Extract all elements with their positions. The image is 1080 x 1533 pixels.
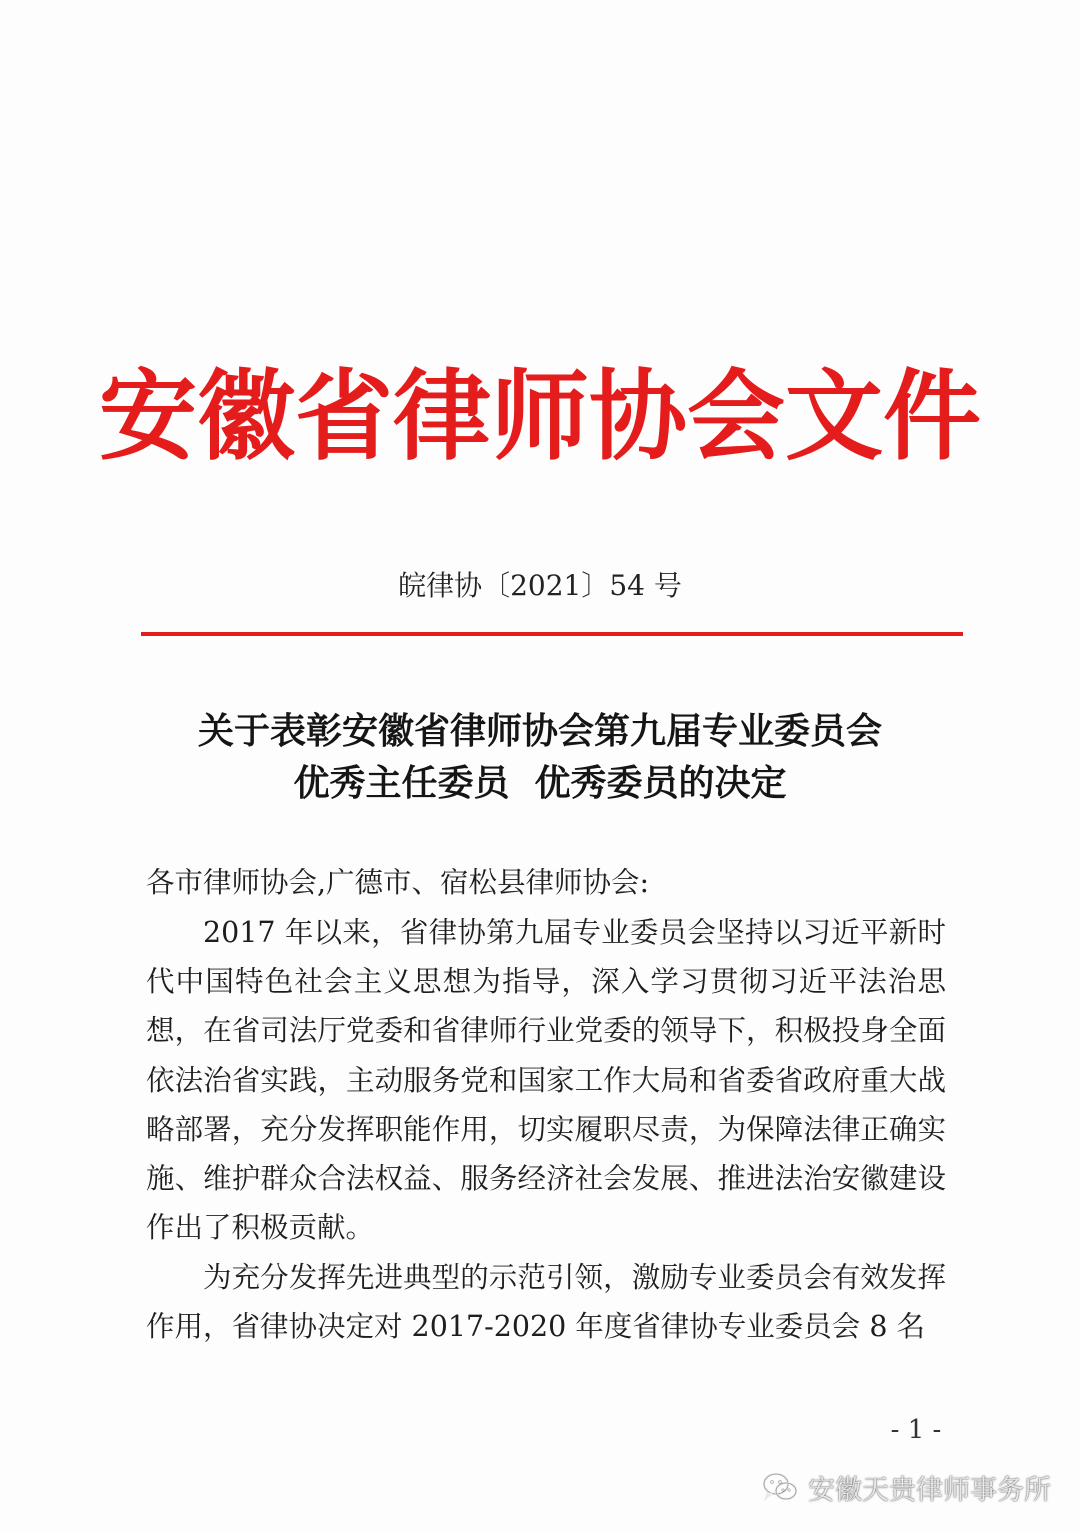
red-divider-line	[141, 632, 963, 636]
source-watermark	[760, 1465, 1051, 1509]
document-number: 皖律协〔2021〕54 号	[398, 569, 682, 602]
salutation: 各市律师协会,广德市、宿松县律师协会:	[146, 866, 650, 899]
masthead-title: 安徽省律师协会文件	[98, 360, 981, 474]
wechat-icon	[760, 1467, 800, 1507]
body-paragraph-1: 2017 年以来，省律协第九届专业委员会坚持以习近平新时代中国特色社会主义思想为指导，深入学习贯彻习近平法治思想，在省司法厅党委和省律师行业党委的领导下，积极投身全面依法治省实践，主动服务党和国家工作大局和省委省政府重大战略部署，充分发挥职能作用，切实履职尽责，为保障法律正确实施、维护群众合法权益、服务经济社会发展、推进法治安徽建设作出了积极贡献。	[146, 916, 946, 1245]
page-number: - 1 -	[890, 1415, 942, 1445]
watermark-text: 安徽天贵律师事务所	[808, 1474, 1051, 1506]
body-paragraph-2: 为充分发挥先进典型的示范引领，激励专业委员会有效发挥作用，省律协决定对 2017-2020 年度省律协专业委员会 8 名	[146, 1261, 946, 1344]
document-title-line-1: 关于表彰安徽省律师协会第九届专业委员会	[197, 711, 882, 752]
document-title	[0, 706, 1080, 810]
document-title-line-2: 优秀主任委员 优秀委员的决定	[293, 763, 787, 804]
